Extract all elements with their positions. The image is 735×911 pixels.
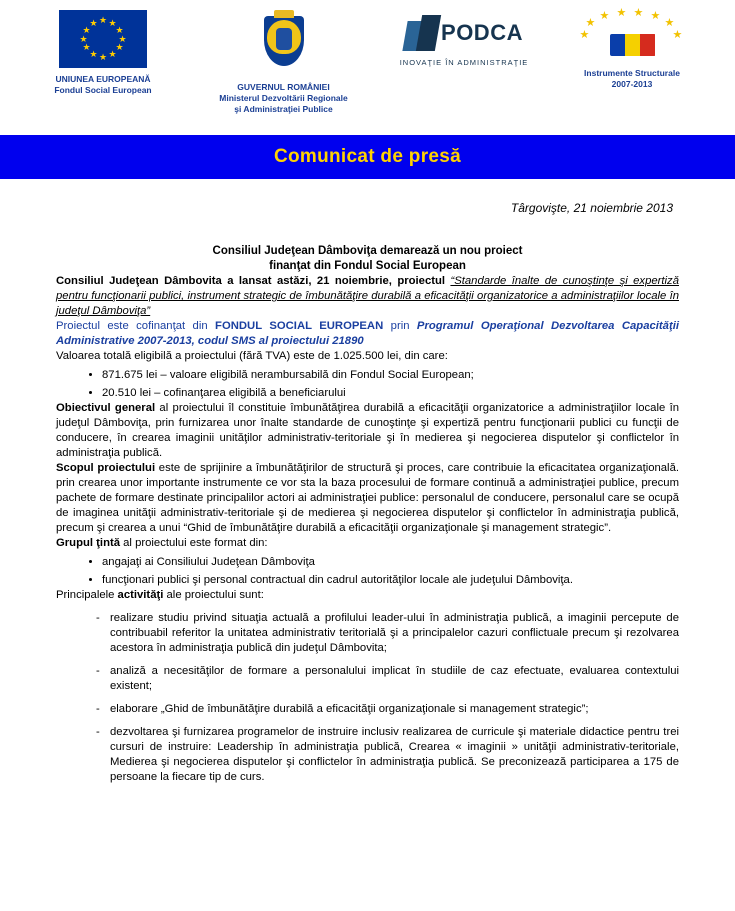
general-objective-text: al proiectului îl constituie îmbunătăţirea durabilă a eficacităţii organizatorice a administraţiilor locale în judeţul Dâmboviţa, prin furnizarea unor înalte standarde de cunoştinţe şi expertiză pentru funcţionarii publici cu funcţii de conducere, în crearea imaginii unităţilor administrativ-teritoriale şi în medierea şi negocierea disputelor şi conflictelor în administraţia publică. — [56, 402, 679, 459]
dateline: Târgovişte, 21 noiembrie 2013 — [510, 201, 673, 215]
paragraph-launch — [56, 274, 679, 319]
project-scope-label: Scopul proiectului — [56, 462, 156, 474]
list-item: - elaborare „Ghid de îmbunătăţire durabilă a eficacităţii organizaţionale si management strategic”; — [96, 702, 679, 717]
activities-suffix: ale proiectului sunt: — [163, 589, 264, 601]
list-item: • 20.510 lei – cofinanţarea eligibilă a beneficiarului — [102, 386, 679, 401]
logo-caption-eu-line2: Fondul Social European — [54, 85, 152, 95]
list-item: - analiză a necesităţilor de formare a personalului implicat în studiile de caz efectuate, evaluarea contextului existent; — [96, 664, 679, 694]
paragraph-general-objective — [56, 401, 679, 461]
logo-block-instrumente-structurale — [557, 7, 707, 90]
romania-coat-of-arms-icon — [256, 10, 312, 76]
logo-caption-gov-line1: GUVERNUL ROMÂNIEI — [237, 82, 330, 92]
logo-caption-eu-line1: UNIUNEA EUROPEANĂ — [55, 74, 151, 84]
target-group-label: Grupul ţintă — [56, 537, 121, 549]
logo-block-government — [196, 10, 371, 115]
subject-line-2: finanţat din Fondul Social European — [269, 260, 466, 272]
logo-caption-gov-line3: şi Administraţiei Publice — [234, 104, 333, 114]
document-subject — [56, 244, 679, 274]
eu-flag-icon: ★ ★ ★ ★ ★ ★ ★ ★ ★ ★ ★ ★ — [59, 10, 147, 68]
project-scope-text: este de sprijinire a îmbunătăţirilor de structură şi proces, care contribuie la eficacitatea organizaţională. prin crearea unor importante instrumente ce vor sta la baza procesului de formare continuă a administraţiei publice, precum pachete de formare destinate principalilor actori ai administraţiei publice: personalul de conducere, personalul care se ocupă de imaginea unităţii administrativ-teritoriale şi de medierea şi negocierea disputelor şi conflictelor în administraţia publică, precum şi crearea a unui “Ghid de îmbunătăţire durabilă a eficacităţii organizaţionale şi management strategic”. — [56, 462, 679, 534]
financing-program: Programul Operaţional Dezvoltarea Capacităţii Administrative 2007-2013, codul SMS al proiectului 21890 — [56, 320, 679, 347]
financing-prefix: Proiectul este cofinanţat din — [56, 320, 216, 332]
logo-header — [0, 0, 735, 115]
target-group-text: al proiectului este format din: — [120, 537, 268, 549]
paragraph-activities-intro — [56, 588, 679, 603]
financing-connector: prin — [383, 320, 417, 332]
list-item: • angajaţi ai Consiliului Judeţean Dâmboviţa — [102, 555, 679, 570]
activities-list — [56, 611, 679, 785]
list-item: - dezvoltarea şi furnizarea programelor de instruire inclusiv realizarea de curricule şi materiale didactice pentru trei cursuri de instruire: Leadership în administraţia publică, Crearea « imaginii » unităţii administrativ-teritoriale, Medierea şi negocierea disputelor şi conflictelor în administraţia publică. Se preconizează participarea a 175 de persoane la fiecare tip de curs. — [96, 725, 679, 785]
amounts-list — [56, 368, 679, 401]
target-group-list — [56, 555, 679, 588]
logo-caption-gov-line2: Ministerul Dezvoltării Regionale — [219, 93, 348, 103]
activities-prefix: Principalele — [56, 589, 118, 601]
paragraph-financing — [56, 319, 679, 349]
subject-line-1: Consiliul Judeţean Dâmboviţa demarează un nou proiect — [212, 245, 523, 257]
paragraph-launch-project-title: “Standarde înalte de cunoştinţe şi expertiză pentru funcţionarii publici, instrument strategic de îmbunătăţire durabilă a eficacităţii organizatorice a administraţiilor locale în judeţul Dâmboviţa” — [56, 275, 679, 317]
paragraph-target-group — [56, 536, 679, 551]
paragraph-launch-bold: Consiliul Judeţean Dâmbovita a lansat astăzi, 21 noiembrie, proiectul — [56, 275, 451, 287]
document-body — [0, 201, 735, 785]
podca-tagline: INOVAŢIE ÎN ADMINISTRAŢIE — [399, 58, 529, 67]
paragraph-total-value: Valoarea totală eligibilă a proiectului (fără TVA) este de 1.025.500 lei, din care: — [56, 350, 448, 362]
activities-label: activităţi — [117, 589, 164, 601]
logo-block-podca — [389, 10, 539, 67]
financing-fund: FONDUL SOCIAL EUROPEAN — [215, 320, 384, 332]
podca-logo-icon — [389, 10, 539, 56]
press-release-banner — [0, 135, 735, 179]
list-item: • 871.675 lei – valoare eligibilă nerambursabilă din Fondul Social European; — [102, 368, 679, 383]
instrumente-structurale-logo-icon: ★ ★ ★ ★ ★ ★ ★ ★ — [580, 10, 685, 62]
list-item: - realizare studiu privind situaţia actuală a profilului leader-ului în administraţia publică, a imaginii percepute de contribuabil referitor la unitatea administrativ teritorială şi a principalelor cazuri conflictuale precum şi rezolvarea acestora în administraţia publică din judeţul Dâmbovita; — [96, 611, 679, 656]
podca-wordmark: PODCA — [441, 20, 523, 45]
logo-caption-is-line1: Instrumente Structurale — [584, 68, 680, 78]
list-item: • funcţionari publici şi personal contractual din cadrul autorităţilor locale ale judeţului Dâmboviţa. — [102, 573, 679, 588]
banner-title: Comunicat de presă — [273, 146, 461, 167]
paragraph-project-scope — [56, 461, 679, 536]
logo-block-eu — [28, 10, 178, 96]
general-objective-label: Obiectivul general — [56, 402, 156, 414]
logo-caption-is-line2: 2007-2013 — [611, 79, 653, 89]
